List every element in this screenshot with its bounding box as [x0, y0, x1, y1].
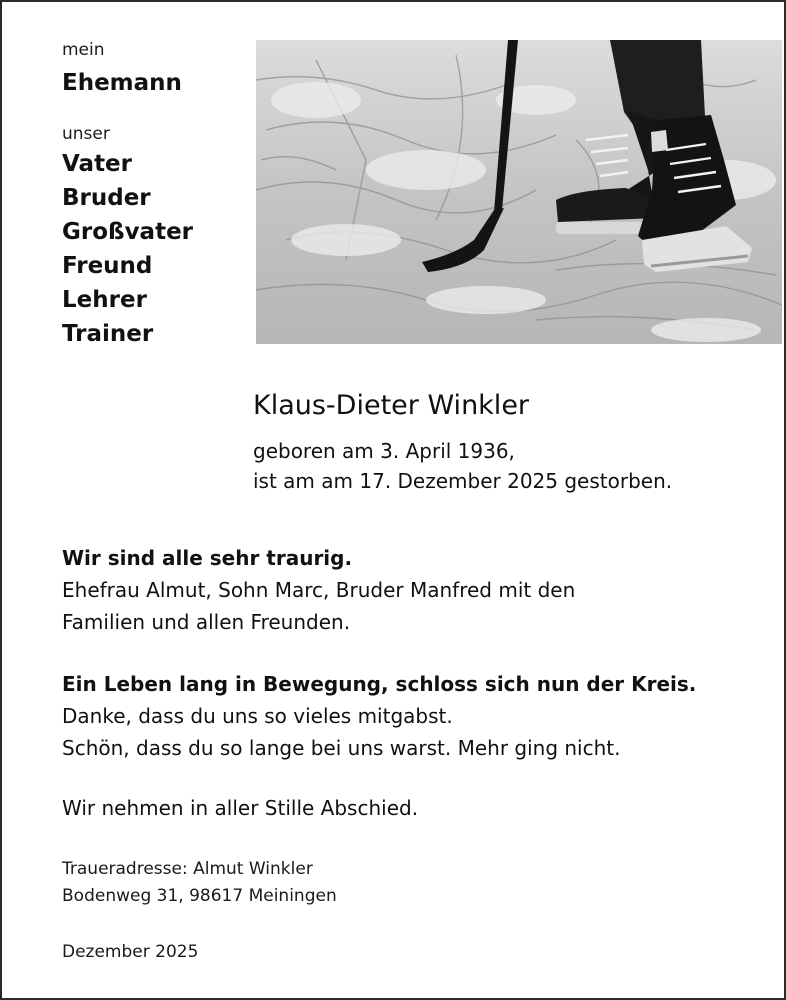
intro-mein: mein: [62, 40, 105, 60]
message-heading-leben: Ein Leben lang in Bewegung, schloss sich nun der Kreis.: [62, 672, 697, 696]
death-date: ist am am 17. Dezember 2025 gestorben.: [253, 469, 673, 493]
farewell-line: Wir nehmen in aller Stille Abschied.: [62, 796, 419, 820]
family-line-1: Ehefrau Almut, Sohn Marc, Bruder Manfred mit den: [62, 578, 576, 602]
role-lehrer: Lehrer: [62, 287, 147, 313]
mourning-address-name: Traueradresse: Almut Winkler: [62, 859, 313, 879]
role-bruder: Bruder: [62, 185, 151, 211]
birth-date: geboren am 3. April 1936,: [253, 439, 515, 463]
role-vater: Vater: [62, 151, 132, 177]
deceased-name: Klaus-Dieter Winkler: [253, 390, 530, 421]
intro-unser: unser: [62, 124, 110, 144]
message-line-danke: Danke, dass du uns so vieles mitgabst.: [62, 704, 453, 728]
role-freund: Freund: [62, 253, 153, 279]
intro-ehemann: Ehemann: [62, 70, 182, 96]
role-trainer: Trainer: [62, 321, 154, 347]
message-line-schoen: Schön, dass du so lange bei uns warst. Mehr ging nicht.: [62, 736, 621, 760]
family-line-2: Familien und allen Freunden.: [62, 610, 351, 634]
role-grossvater: Großvater: [62, 219, 194, 245]
mourning-address-street: Bodenweg 31, 98617 Meiningen: [62, 886, 337, 906]
message-heading-traurig: Wir sind alle sehr traurig.: [62, 546, 353, 570]
ice-hockey-photo: [256, 40, 782, 344]
publication-date: Dezember 2025: [62, 942, 199, 962]
